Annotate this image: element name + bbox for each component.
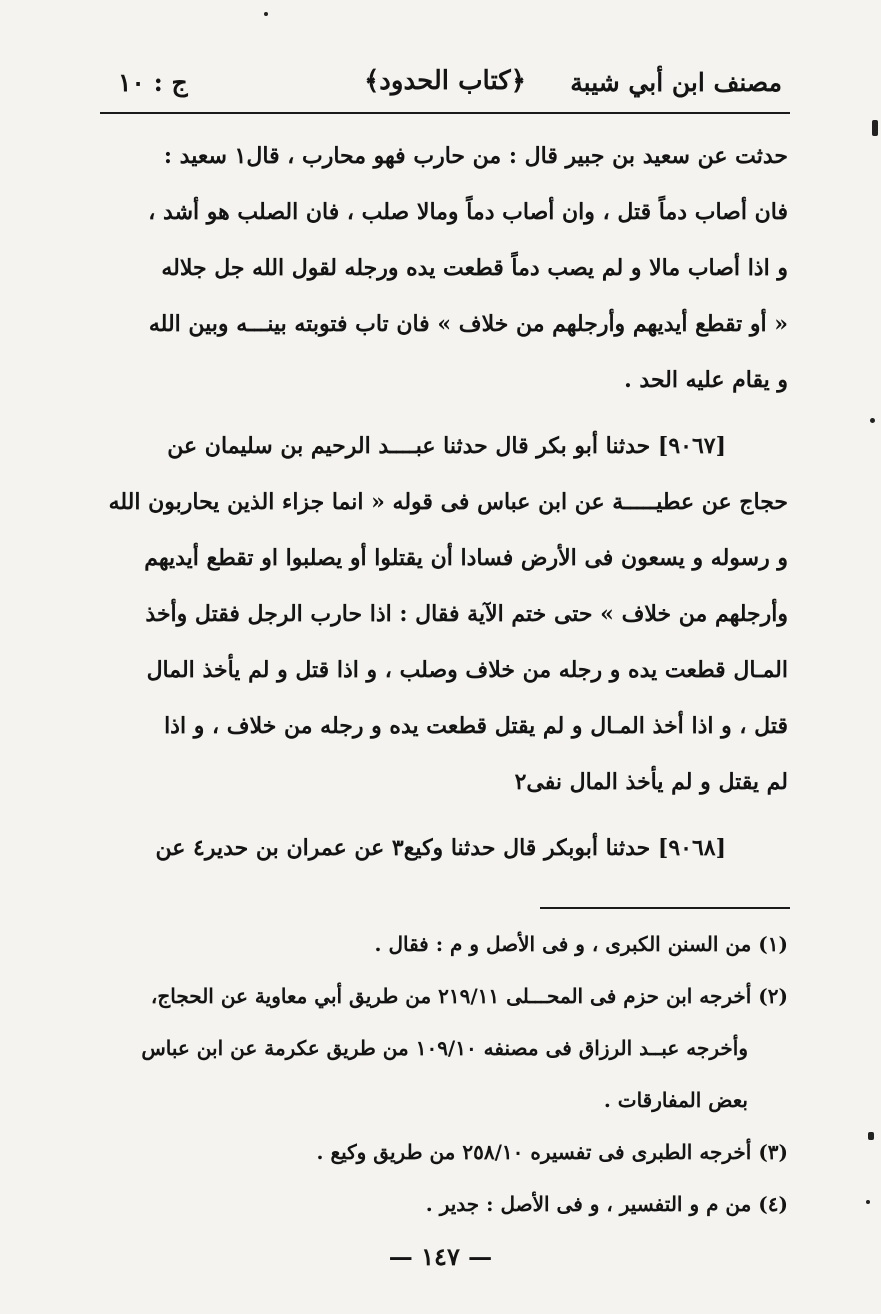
scan-speck [870,418,875,423]
text-line: و يقام عليه الحد . [624,367,788,393]
footnote-2-cont: وأخرجه عبــد الرزاق فى مصنفه ١٠٩/١٠ من طريق عكرمة عن ابن عباس [141,1036,748,1060]
footnote-1: (١) من السنن الكبرى ، و فى الأصل و م : فقال . [374,932,788,956]
header-chapter-title: ﴿كتاب الحدود﴾ [364,66,526,96]
text-line: حجاج عن عطيـــــة عن ابن عباس فى قوله « انما جزاء الذين يحاربون الله [108,489,788,515]
text-line: لم يقتل و لم يأخذ المال نفى٢ [514,769,788,795]
text-line: فان أصاب دماً قتل ، وان أصاب دماً ومالا صلب ، فان الصلب هو أشد ، [148,199,788,225]
text-line: قتل ، و اذا أخذ المـال و لم يقتل قطعت يده و رجله من خلاف ، و اذا [164,713,788,739]
running-header [100,58,790,110]
paragraph-gap [108,408,788,418]
text-line: « أو تقطع أيديهم وأرجلهم من خلاف » فان تاب فتوبته بينـــه وبين الله [148,311,788,337]
scan-speck [866,1200,870,1204]
text-line: و اذا أصاب مالا و لم يصب دماً قطعت يده ورجله لقول الله جل جلاله [161,255,788,281]
hadith-9068-line: [٩٠٦٨] حدثنا أبوبكر قال حدثنا وكيع٣ عن عمران بن حدير٤ عن [155,835,726,861]
footnote-4: (٤) من م و التفسير ، و فى الأصل : جدير . [425,1192,788,1216]
text-line: وأرجلهم من خلاف » حتى ختم الآية فقال : اذا حارب الرجل فقتل وأخذ [145,601,788,627]
hadith-9067-line: [٩٠٦٧] حدثنا أبو بكر قال حدثنا عبــــد الرحيم بن سليمان عن [167,433,726,459]
text-line: حدثت عن سعيد بن جبير قال : من حارب فهو محارب ، قال١ سعيد : [163,143,788,169]
footnote-2-cont: بعض المفارقات . [603,1088,748,1112]
scan-speck [872,120,878,136]
footnote-3: (٣) أخرجه الطبرى فى تفسيره ٢٥٨/١٠ من طريق وكيع . [316,1140,788,1164]
main-text [108,128,788,876]
footnote-rule [540,907,790,909]
header-book-title: مصنف ابن أبي شيبة [570,68,782,97]
page-number: — ١٤٧ — [388,1242,493,1271]
text-line: و رسوله و يسعون فى الأرض فسادا أن يقتلوا أو يصلبوا او تقطع أيديهم [144,545,788,571]
footnotes [108,918,788,1230]
footnote-2: (٢) أخرجه ابن حزم فى المحـــلى ٢١٩/١١ من طريق أبي معاوية عن الحجاج، [150,984,788,1008]
header-rule [100,112,790,114]
header-volume: ج : ١٠ [118,68,188,97]
scan-speck [868,1132,874,1140]
paragraph-gap [108,810,788,820]
text-line: المـال قطعت يده و رجله من خلاف وصلب ، و اذا قتل و لم يأخذ المال [146,657,788,683]
scan-speck [264,12,268,16]
